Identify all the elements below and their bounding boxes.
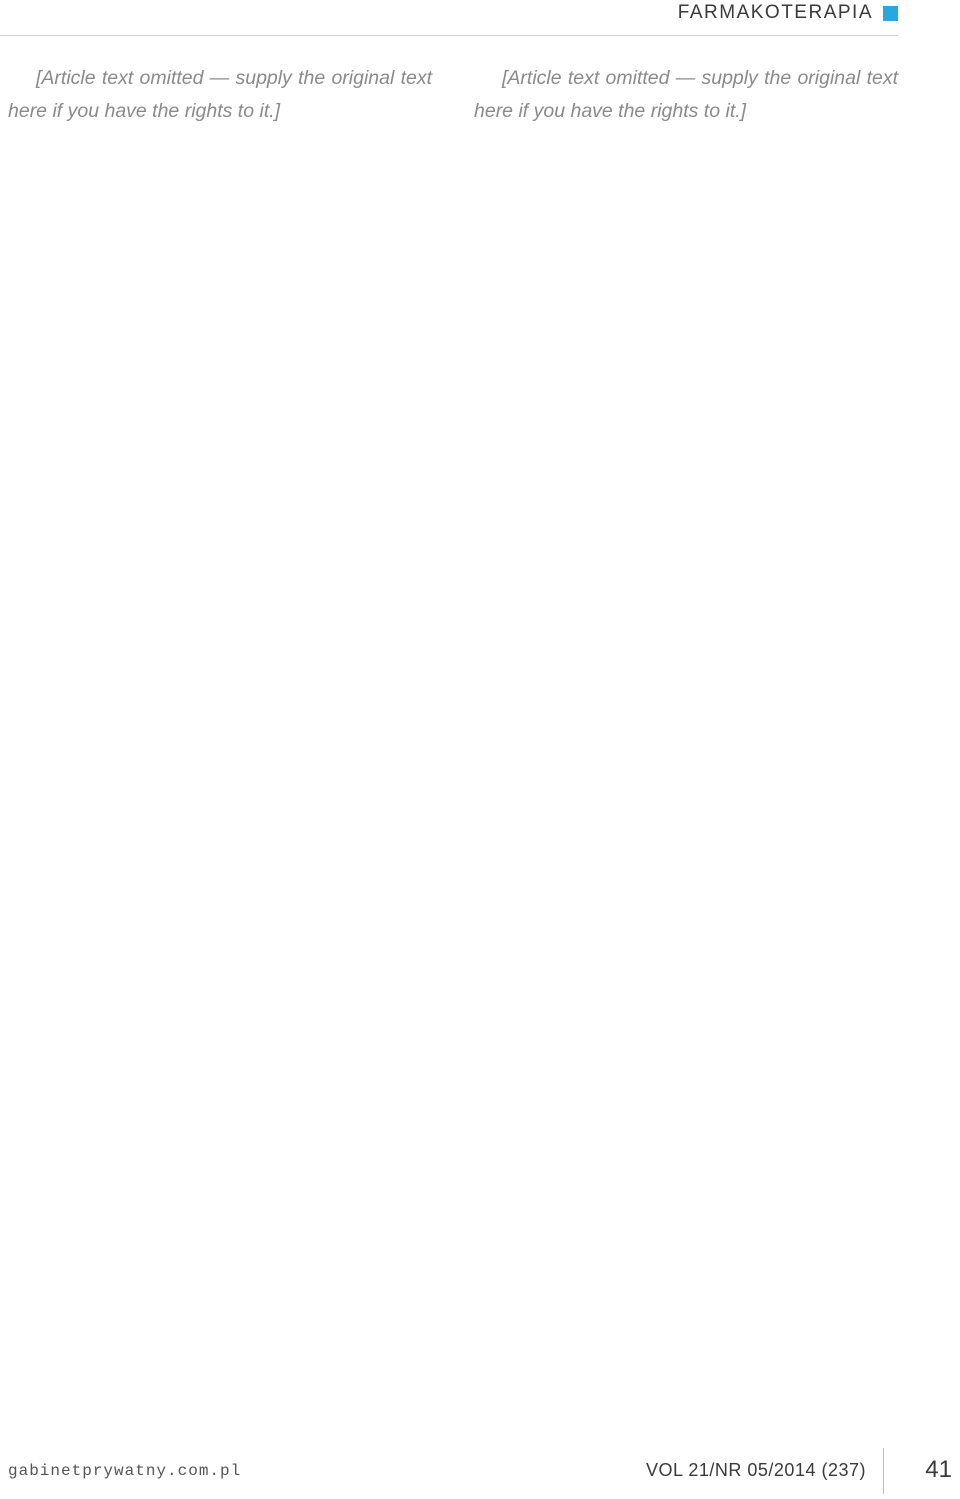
site-link[interactable]: gabinetprywatny.com.pl [8, 1462, 242, 1480]
accent-square-icon [883, 6, 898, 21]
footer-divider [883, 1448, 884, 1494]
section-title: FARMAKOTERAPIA [677, 2, 873, 23]
page-footer [8, 1448, 952, 1494]
page-number: 41 [925, 1456, 952, 1483]
left-column [8, 62, 432, 147]
header-divider [0, 35, 898, 36]
article-body [8, 62, 898, 147]
right-column [474, 62, 898, 147]
paragraph: [Article text omitted — supply the original text here if you have the rights to it.] [8, 67, 432, 122]
issue-info: VOL 21/NR 05/2014 (237) [646, 1460, 866, 1480]
paragraph: [Article text omitted — supply the original text here if you have the rights to it.] [474, 67, 898, 122]
section-header [678, 0, 898, 26]
